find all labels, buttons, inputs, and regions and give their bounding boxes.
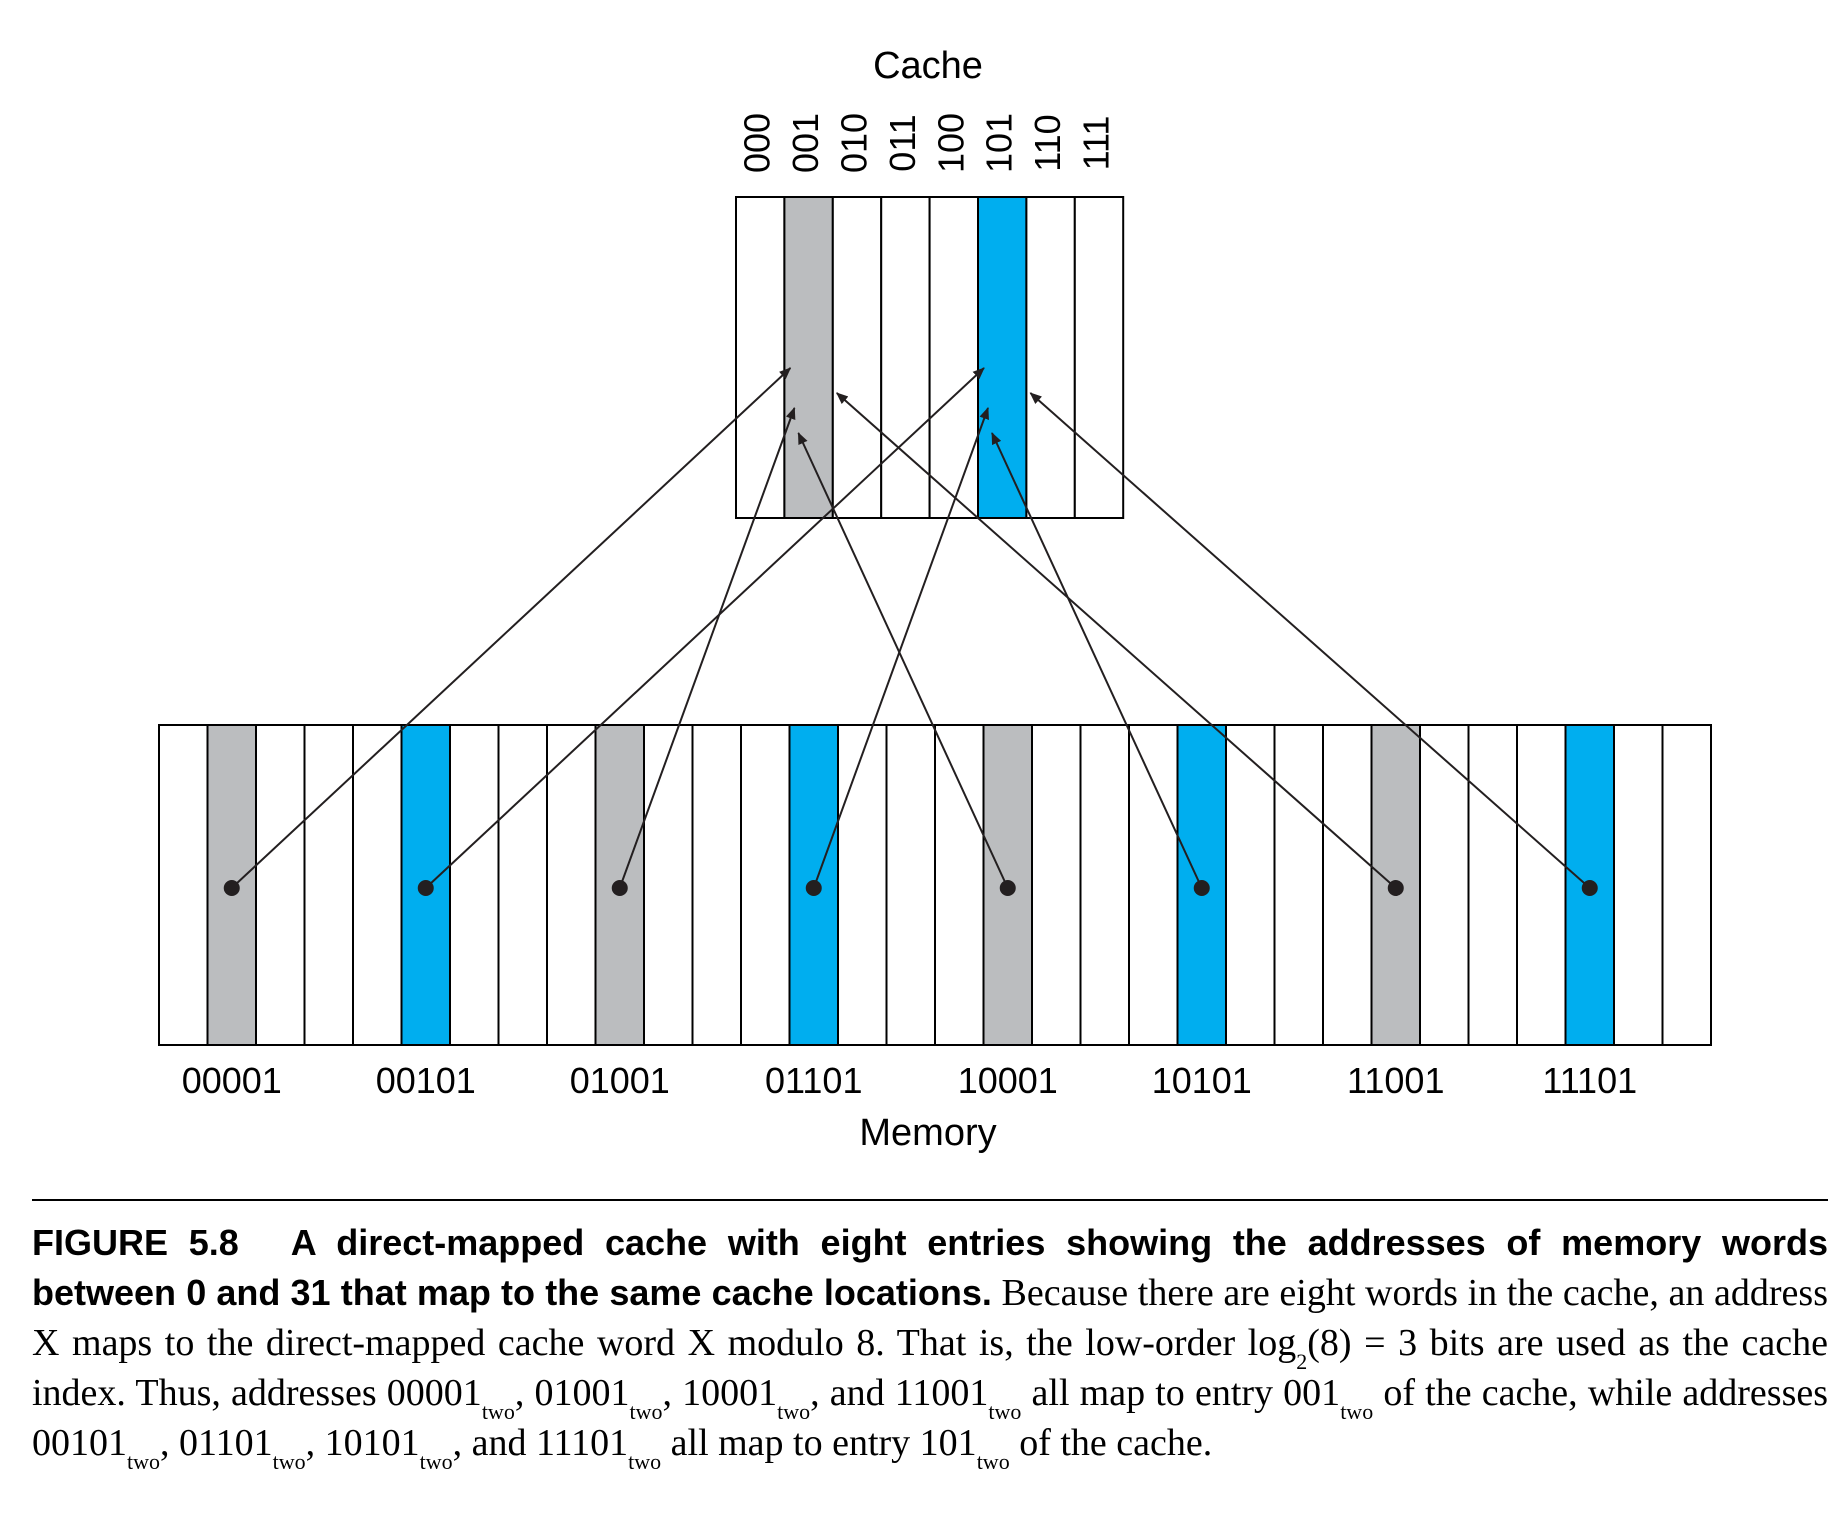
memory-title: Memory bbox=[859, 1112, 997, 1154]
memory-word bbox=[741, 725, 790, 1045]
caption-comma: , bbox=[160, 1422, 170, 1464]
mapping-source-dot-01101 bbox=[806, 880, 822, 896]
mapping-source-dot-11001 bbox=[1388, 880, 1404, 896]
mapping-source-dot-11101 bbox=[1582, 880, 1598, 896]
memory-word bbox=[499, 725, 548, 1045]
caption-comma: , bbox=[305, 1422, 316, 1464]
memory-block bbox=[159, 725, 1711, 1045]
caption-figure-label: FIGURE 5.8 bbox=[32, 1222, 239, 1263]
caption-addr-11001: and 11001 bbox=[819, 1372, 989, 1414]
caption-entry-001: all map to entry 001 bbox=[1021, 1372, 1341, 1414]
memory-word bbox=[1614, 725, 1663, 1045]
caption-comma: , bbox=[810, 1372, 820, 1414]
cache-entry-000 bbox=[736, 197, 784, 518]
memory-word bbox=[1081, 725, 1130, 1045]
memory-address-label-00001: 00001 bbox=[181, 1060, 282, 1101]
caption-entry-101: all map to entry 101 bbox=[661, 1422, 977, 1464]
memory-word bbox=[450, 725, 499, 1045]
memory-word bbox=[547, 725, 596, 1045]
cache-index-label-001: 001 bbox=[785, 112, 827, 174]
memory-address-labels bbox=[182, 1060, 1637, 1101]
caption-sub-two: two bbox=[988, 1399, 1022, 1424]
caption-divider bbox=[32, 1199, 1828, 1201]
memory-word bbox=[838, 725, 887, 1045]
cache-index-label-100: 100 bbox=[930, 112, 972, 174]
figure-caption bbox=[32, 1218, 1829, 1474]
cache-entry-100 bbox=[930, 197, 978, 518]
memory-word bbox=[693, 725, 742, 1045]
caption-addr-01001: 01001 bbox=[524, 1372, 630, 1414]
caption-sub-two: two bbox=[1340, 1399, 1374, 1424]
caption-addr-01101: 01101 bbox=[169, 1422, 273, 1464]
caption-addr-11101: and 11101 bbox=[462, 1422, 629, 1464]
memory-address-label-10001: 10001 bbox=[957, 1060, 1058, 1101]
mapping-source-dot-10101 bbox=[1194, 880, 1210, 896]
caption-sub-two: two bbox=[976, 1449, 1010, 1474]
memory-word bbox=[1032, 725, 1081, 1045]
caption-sub-two: two bbox=[272, 1449, 306, 1474]
memory-word bbox=[935, 725, 984, 1045]
caption-sub-two: two bbox=[777, 1399, 811, 1424]
memory-word bbox=[1129, 725, 1178, 1045]
cache-entry-001 bbox=[784, 197, 832, 518]
caption-sub-two: two bbox=[127, 1449, 160, 1474]
memory-address-label-11101: 11101 bbox=[1542, 1060, 1638, 1101]
cache-index-label-111: 111 bbox=[1075, 115, 1117, 171]
caption-sub-two: two bbox=[628, 1449, 662, 1474]
mapping-source-dot-00001 bbox=[224, 880, 240, 896]
cache-entry-110 bbox=[1026, 197, 1074, 518]
memory-word bbox=[887, 725, 936, 1045]
memory-word bbox=[256, 725, 305, 1045]
caption-sub-log: 2 bbox=[1296, 1349, 1308, 1374]
memory-word bbox=[644, 725, 693, 1045]
caption-sub-two: two bbox=[629, 1399, 663, 1424]
cache-index-label-101: 101 bbox=[978, 112, 1020, 174]
memory-word bbox=[159, 725, 208, 1045]
memory-word bbox=[1663, 725, 1712, 1045]
cache-block bbox=[736, 197, 1123, 518]
cache-index-label-010: 010 bbox=[833, 112, 875, 174]
caption-addr-00101: of the cache, while addresses 00101 bbox=[32, 1372, 1829, 1464]
memory-word bbox=[1517, 725, 1566, 1045]
caption-addr-10101: 10101 bbox=[315, 1422, 420, 1464]
memory-word bbox=[1323, 725, 1372, 1045]
memory-address-label-11001: 11001 bbox=[1347, 1060, 1445, 1101]
cache-entry-101 bbox=[978, 197, 1026, 518]
memory-address-label-10101: 10101 bbox=[1151, 1060, 1252, 1101]
caption-text-1: Because there are eight words in the cache, an address X maps to the direct-mapped cache word X modulo 8. That is, the low-order log bbox=[32, 1272, 1828, 1364]
mapping-source-dot-00101 bbox=[418, 880, 434, 896]
memory-word bbox=[1469, 725, 1518, 1045]
caption-comma: , bbox=[514, 1372, 525, 1414]
caption-text-2: (8) = 3 bits are used as the cache index. Thus, addresses 00001 bbox=[32, 1322, 1828, 1414]
cache-index-label-110: 110 bbox=[1027, 114, 1069, 172]
caption-final: of the cache. bbox=[1009, 1422, 1213, 1464]
caption-sub-two: two bbox=[481, 1399, 515, 1424]
cache-index-labels bbox=[737, 113, 1117, 173]
memory-address-label-01001: 01001 bbox=[569, 1060, 670, 1101]
memory-address-label-00101: 00101 bbox=[375, 1060, 476, 1101]
cache-title: Cache bbox=[873, 45, 983, 87]
memory-word bbox=[353, 725, 402, 1045]
caption-addr-10001: 10001 bbox=[671, 1372, 778, 1414]
caption-comma: , bbox=[452, 1422, 463, 1464]
mapping-source-dot-01001 bbox=[612, 880, 628, 896]
caption-bold-title: A direct-mapped cache with eight entries showing the addresses of memory words between 0 and 31 that map to the same cache locations. bbox=[32, 1222, 1828, 1313]
memory-address-label-01101: 01101 bbox=[765, 1060, 863, 1101]
memory-word bbox=[305, 725, 354, 1045]
caption-comma: , bbox=[662, 1372, 672, 1414]
memory-word bbox=[1275, 725, 1324, 1045]
cache-index-label-000: 000 bbox=[736, 112, 778, 174]
cache-index-label-011: 011 bbox=[881, 114, 923, 172]
mapping-source-dot-10001 bbox=[1000, 880, 1016, 896]
caption-sub-two: two bbox=[419, 1449, 453, 1474]
